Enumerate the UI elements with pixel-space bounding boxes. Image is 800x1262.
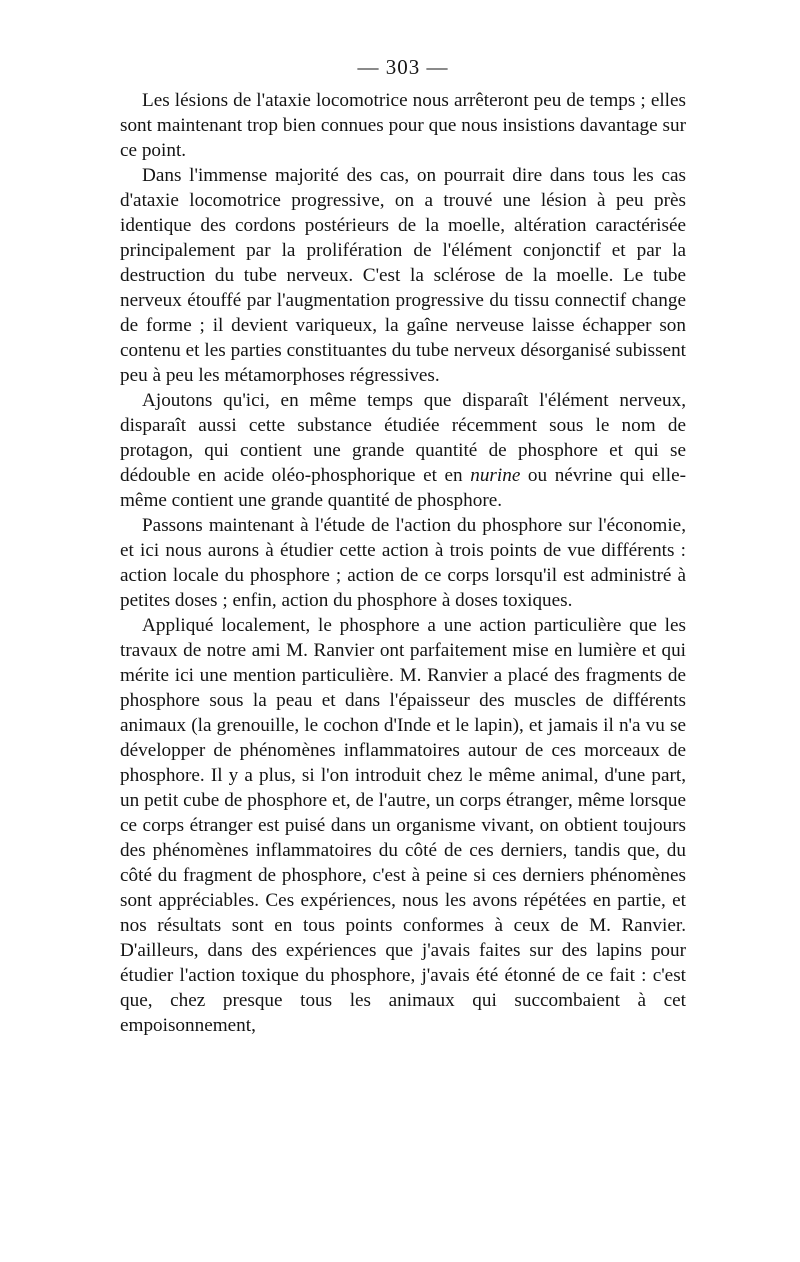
- paragraph-lesions: Les lésions de l'ataxie locomotrice nous arrêteront peu de temps ; elles sont maintenant trop bien connues pour que nous insistions davantage sur ce point.: [120, 90, 686, 161]
- paragraph-ranvier: Appliqué localement, le phosphore a une action particulière que les travaux de notre ami M. Ranvier ont parfaitement mise en lumière et qui mérite ici une mention particulière. M. Ranvier a placé des fragments de phosphore sous la peau et dans l'épaisseur des muscles de différents animaux (la grenouille, le cochon d'Inde et le lapin), et jamais il n'a vu se développer de phénomènes inflammatoires autour de ces morceaux de phosphore. Il y a plus, si l'on introduit chez le même animal, d'une part, un petit cube de phosphore et, de l'autre, un corps étranger, même lorsque ce corps étranger est puisé dans un organisme vivant, on obtient toujours des phénomènes inflammatoires du côté de ces derniers, tandis que, du côté du fragment de phosphore, c'est à peine si ces derniers phénomènes sont appréciables. Ces expériences, nous les avons répétées en partie, et nos résultats sont en tous points conformes à ceux de M. Ranvier. D'ailleurs, dans des expériences que j'avais faites sur des lapins pour étudier l'action toxique du phosphore, j'avais été étonné de ce fait : c'est que, chez presque tous les animaux qui succombaient à cet empoisonnement,: [120, 615, 686, 1036]
- paragraph-sclerose: Dans l'immense majorité des cas, on pourrait dire dans tous les cas d'ataxie locomotrice progressive, on a trouvé une lésion à peu près identique des cordons postérieurs de la moelle, altération caractérisée principalement par la prolifération de l'élément conjonctif et par la destruction du tube nerveux. C'est la sclérose de la moelle. Le tube nerveux étouffé par l'augmentation progressive du tissu connectif change de forme ; il devient variqueux, la gaîne nerveuse laisse échapper son contenu et les parties constituantes du tube nerveux désorganisé subissent peu à peu les métamorphoses régressives.: [120, 165, 686, 386]
- italic-term-nurine: nurine: [470, 465, 521, 486]
- paragraph-protagon: Ajoutons qu'ici, en même temps que disparaît l'élément nerveux, disparaît aussi cette substance étudiée récemment sous le nom de protagon, qui contient une grande quantité de phosphore et qui se dédouble en acide oléo-phosphorique et en nurine ou névrine qui elle-même contient une grande quantité de phosphore.: [120, 390, 686, 511]
- page-number: — 303 —: [357, 55, 449, 79]
- paragraph-action-phosphore: Passons maintenant à l'étude de l'action du phosphore sur l'économie, et ici nous aurons à étudier cette action à trois points de vue différents : action locale du phosphore ; action de ce corps lorsqu'il est administré à petites doses ; enfin, action du phosphore à doses toxiques.: [120, 515, 686, 611]
- book-page: [120, 54, 686, 1234]
